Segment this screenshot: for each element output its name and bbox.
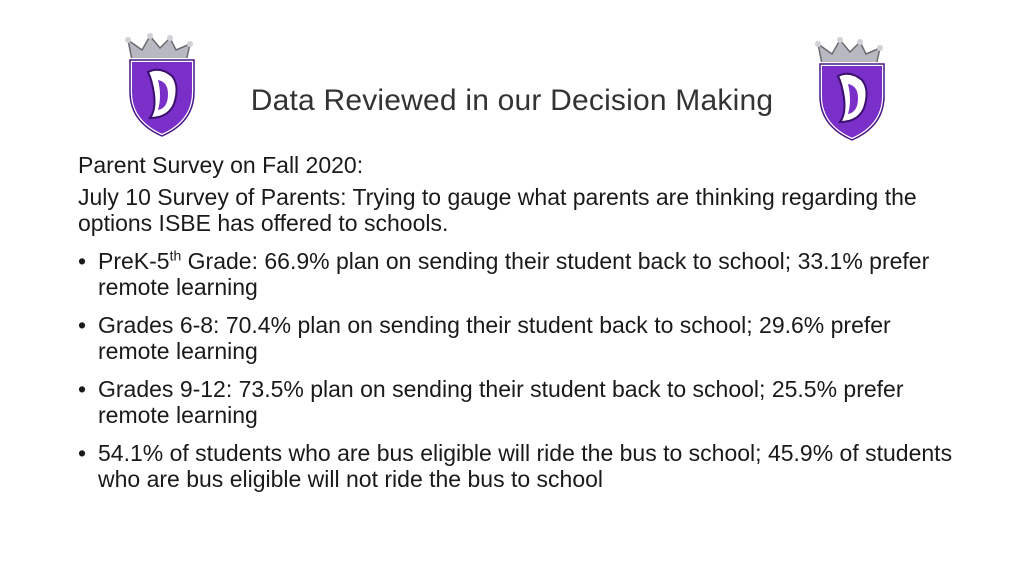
bullet-text: Grades 9-12: 73.5% plan on sending their student back to school; 25.5% prefer remote learning (98, 376, 904, 428)
bullet-superscript: th (169, 247, 182, 264)
bullet-prefix: PreK-5 (98, 248, 170, 274)
list-item (78, 440, 958, 492)
bullet-text: Grades 6-8: 70.4% plan on sending their student back to school; 29.6% prefer remote learning (98, 312, 891, 364)
survey-intro: July 10 Survey of Parents: Trying to gauge what parents are thinking regarding the options ISBE has offered to schools. (78, 184, 917, 236)
list-item (78, 312, 958, 364)
slide-title: Data Reviewed in our Decision Making (250, 84, 774, 118)
list-item (78, 376, 958, 428)
list-item (78, 248, 958, 300)
survey-results-list (78, 248, 958, 492)
slide-body (78, 152, 958, 504)
survey-heading: Parent Survey on Fall 2020: (78, 152, 364, 178)
bullet-text: 54.1% of students who are bus eligible will ride the bus to school; 45.9% of students who are bus eligible will not ride the bus to school (98, 440, 953, 492)
school-crest-logo-right (800, 34, 900, 144)
bullet-text: Grade: 66.9% plan on sending their student back to school; 33.1% prefer remote learning (98, 248, 930, 300)
